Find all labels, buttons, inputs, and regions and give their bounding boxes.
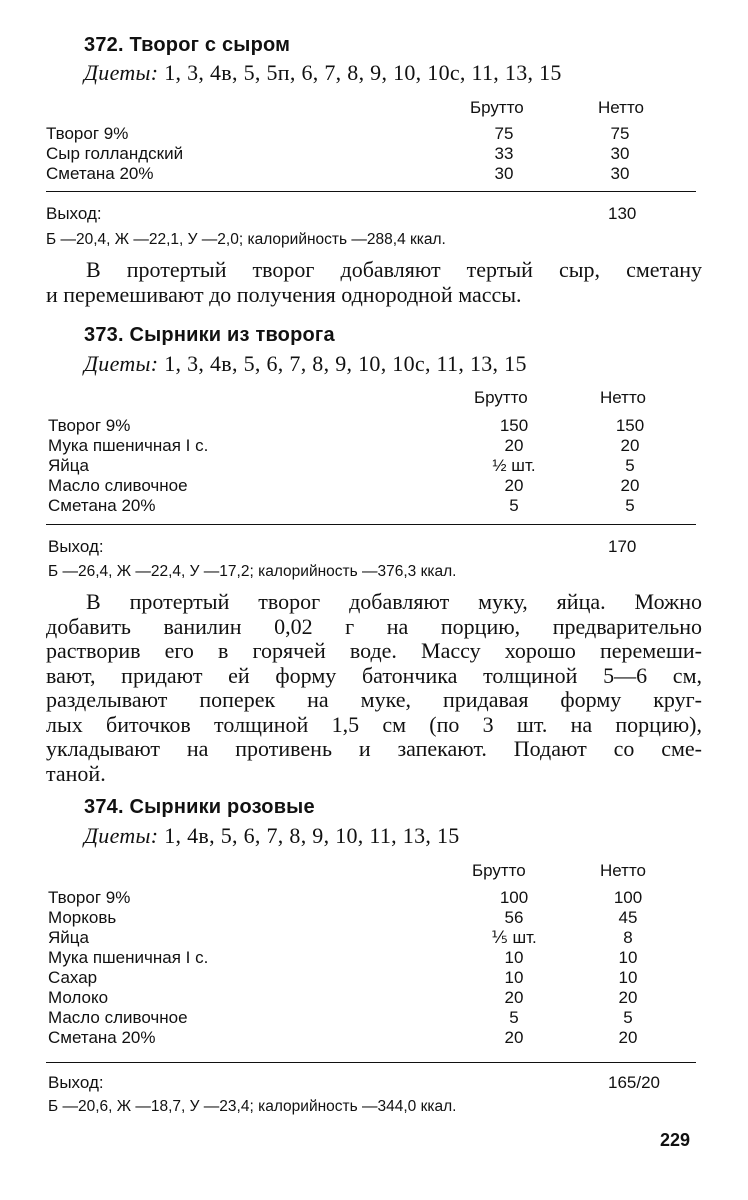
ingredient-brutto: 20 <box>504 436 524 455</box>
ingredient-netto: 45 <box>618 908 638 927</box>
yield-label: Выход: <box>48 1073 104 1092</box>
diets-label: Диеты: <box>84 60 159 85</box>
yield-label: Выход: <box>48 537 104 556</box>
method-line: вают, придают ей форму батончика толщиной 5—6 см, <box>46 662 702 688</box>
ingredient-name: Яйца <box>48 456 89 475</box>
table-divider <box>46 191 696 192</box>
ingredient-brutto: 56 <box>504 908 524 927</box>
yield-value: 165/20 <box>608 1073 660 1092</box>
page-number: 229 <box>660 1130 691 1150</box>
ingredient-brutto: 5 <box>509 1008 519 1027</box>
method-line: таной. <box>46 760 106 786</box>
ingredient-brutto: 10 <box>504 968 524 987</box>
ingredient-netto: 100 <box>613 888 643 907</box>
ingredient-netto: 30 <box>610 164 630 183</box>
ingredient-name: Масло сливочное <box>48 1008 188 1027</box>
ingredient-brutto: 150 <box>499 416 529 435</box>
recipe-373-title: 373. Сырники из творога <box>84 324 335 346</box>
ingredient-name: Молоко <box>48 988 109 1007</box>
ingredient-name: Мука пшеничная I с. <box>48 948 209 967</box>
ingredient-brutto: 75 <box>494 124 514 143</box>
ingredient-brutto: 5 <box>509 496 519 515</box>
nutrition-info: Б —20,4, Ж —22,1, У —2,0; калорийность —288,4 ккал. <box>46 231 446 248</box>
method-line: растворив его в горячей воде. Массу хорошо перемеши- <box>46 638 702 663</box>
ingredient-netto: 8 <box>623 928 633 947</box>
ingredient-netto: 5 <box>623 1008 633 1027</box>
ingredient-name: Сметана 20% <box>48 496 156 515</box>
ingredient-brutto: 33 <box>494 144 514 163</box>
recipe-372-diets <box>84 60 562 86</box>
ingredient-netto: 20 <box>620 476 640 495</box>
column-header-brutto: Брутто <box>470 98 524 117</box>
ingredient-name: Морковь <box>48 908 117 927</box>
method-line: лых биточков толщиной 1,5 см (по 3 шт. на порцию), <box>46 711 702 737</box>
yield-label: Выход: <box>46 204 102 223</box>
ingredient-netto: 5 <box>625 496 635 515</box>
ingredient-brutto: 20 <box>504 476 524 495</box>
ingredient-name: Сыр голландский <box>46 144 184 163</box>
ingredient-name: Сахар <box>48 968 98 987</box>
column-header-netto: Нетто <box>598 98 645 117</box>
diets-list: 1, 3, 4в, 5, 6, 7, 8, 9, 10, 10с, 11, 13, 15 <box>164 351 527 376</box>
yield-value: 170 <box>608 537 637 556</box>
recipe-372-title: 372. Творог с сыром <box>84 34 291 56</box>
method-line: и перемешивают до получения однородной массы. <box>46 281 522 307</box>
ingredient-name: Яйца <box>48 928 89 947</box>
ingredient-name: Творог 9% <box>46 124 129 143</box>
diets-list: 1, 3, 4в, 5, 5п, 6, 7, 8, 9, 10, 10с, 11, 13, 15 <box>164 60 562 85</box>
ingredient-netto: 75 <box>610 124 630 143</box>
diets-label: Диеты: <box>84 823 159 848</box>
ingredient-netto: 20 <box>618 1028 638 1047</box>
column-header-brutto: Брутто <box>474 388 528 407</box>
ingredient-brutto: ⅕ шт. <box>491 928 537 947</box>
ingredient-brutto: 10 <box>504 948 524 967</box>
yield-value: 130 <box>608 204 637 223</box>
ingredient-name: Масло сливочное <box>48 476 188 495</box>
recipe-373-method <box>46 590 702 786</box>
diets-list: 1, 4в, 5, 6, 7, 8, 9, 10, 11, 13, 15 <box>164 823 460 848</box>
ingredient-netto: 10 <box>618 968 638 987</box>
ingredient-brutto: 20 <box>504 988 524 1007</box>
ingredient-name: Сметана 20% <box>48 1028 156 1047</box>
ingredient-netto: 20 <box>618 988 638 1007</box>
recipe-373-diets <box>84 351 527 377</box>
ingredient-netto: 10 <box>618 948 638 967</box>
column-header-netto: Нетто <box>600 388 647 407</box>
ingredient-name: Творог 9% <box>48 416 131 435</box>
recipe-374-title: 374. Сырники розовые <box>84 796 315 818</box>
ingredient-netto: 150 <box>615 416 645 435</box>
ingredient-name: Мука пшеничная I с. <box>48 436 209 455</box>
ingredient-netto: 5 <box>625 456 635 475</box>
method-line: В протертый творог добавляют тертый сыр, сметану <box>86 257 702 282</box>
column-header-brutto: Брутто <box>472 861 526 880</box>
nutrition-info: Б —26,4, Ж —22,4, У —17,2; калорийность —376,3 ккал. <box>48 563 457 580</box>
nutrition-info: Б —20,6, Ж —18,7, У —23,4; калорийность —344,0 ккал. <box>48 1098 457 1115</box>
ingredient-brutto: 20 <box>504 1028 524 1047</box>
ingredient-name: Творог 9% <box>48 888 131 907</box>
recipe-374-diets <box>84 823 460 849</box>
column-header-netto: Нетто <box>600 861 647 880</box>
ingredient-netto: 30 <box>610 144 630 163</box>
ingredient-brutto: ½ шт. <box>492 456 536 475</box>
method-line: укладывают на противень и запекают. Подают со сме- <box>46 736 702 761</box>
ingredient-netto: 20 <box>620 436 640 455</box>
ingredient-brutto: 100 <box>499 888 529 907</box>
table-divider <box>46 1062 696 1063</box>
diets-label: Диеты: <box>84 351 159 376</box>
method-line: добавить ванилин 0,02 г на порцию, предварительно <box>46 613 702 639</box>
method-line: В протертый творог добавляют муку, яйца. Можно <box>86 589 702 614</box>
table-divider <box>46 524 696 525</box>
recipe-372-method <box>46 258 702 307</box>
ingredient-name: Сметана 20% <box>46 164 154 183</box>
ingredient-brutto: 30 <box>494 164 514 183</box>
method-line: разделывают поперек на муке, придавая форму круг- <box>46 687 702 712</box>
